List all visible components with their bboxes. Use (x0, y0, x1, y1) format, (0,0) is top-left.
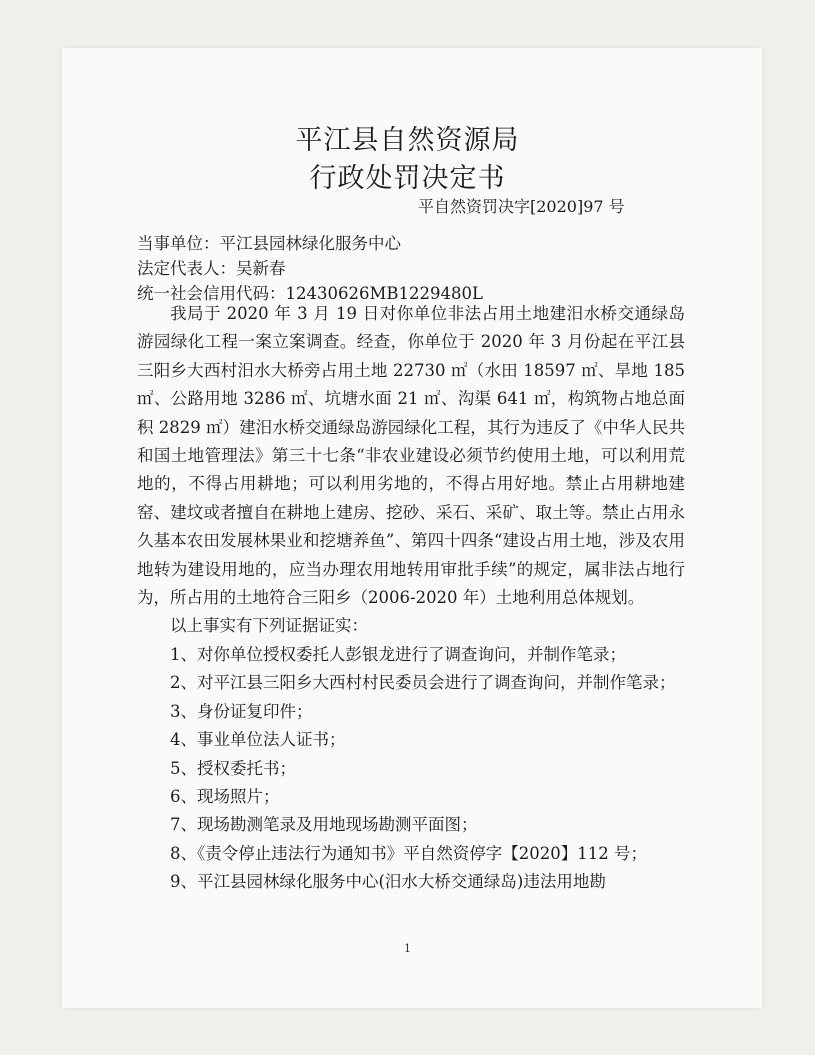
evidence-item: 6、现场照片； (170, 786, 280, 806)
page-number: 1 (404, 942, 411, 955)
document-title: 行政处罚决定书 (309, 163, 506, 194)
party-unit: 当事单位：平江县园林绿化服务中心 (137, 234, 401, 253)
facts-paragraph: 我局于 2020 年 3 月 19 日对你单位非法占用土地建汨水桥交通绿岛游园绿化工程一案立案调查。经查，你单位于 2020 年 3 月份起在平江县三阳乡大西村汨水大桥旁占用土地 22730 ㎡（水田 18597 ㎡、旱地 185 ㎡、公路用地 3286 ㎡、坑塘水面 21 ㎡、沟渠 641 ㎡，构筑物占地总面积 2829 ㎡）建汨水桥交通绿岛游园绿化工程，其行为违反了《中华人民共和国土地管理法》第三十七条“非农业建设必须节约使用土地，可以利用荒地的，不得占用耕地；可以利用劣地的，不得占用好地。禁止占用耕地建窑、建坟或者擅自在耕地上建房、挖砂、采石、采矿、取土等。禁止占用永久基本农田发展林果业和挖塘养鱼”、第四十四条“建设占用土地，涉及农用地转为建设用地的，应当办理农用地转用审批手续”的规定，属非法占地行为，所占用的土地符合三阳乡（2006-2020 年）土地利用总体规划。 (137, 304, 685, 608)
evidence-item: 4、事业单位法人证书； (170, 730, 346, 750)
decision-body (137, 300, 685, 897)
evidence-item: 2、对平江县三阳乡大西村村民委员会进行了调查询问，并制作笔录； (170, 673, 676, 693)
legal-representative: 法定代表人：吴新春 (137, 259, 286, 278)
evidence-item: 5、授权委托书； (170, 758, 296, 778)
evidence-item: 1、对你单位授权委托人彭银龙进行了调查询问，并制作笔录； (170, 644, 626, 664)
document-number: 平自然资罚决字[2020]97 号 (418, 197, 625, 216)
credit-code: 统一社会信用代码：12430626MB1229480L (137, 284, 483, 303)
evidence-item: 3、身份证复印件； (170, 701, 313, 721)
evidence-item: 7、现场勘测笔录及用地现场勘测平面图； (170, 815, 478, 835)
evidence-item: 8、《责令停止违法行为通知书》平自然资停字【2020】112 号； (170, 843, 647, 863)
evidence-item: 9、平江县园林绿化服务中心(汨水大桥交通绿岛)违法用地勘 (170, 872, 606, 892)
issuing-authority: 平江县自然资源局 (295, 125, 520, 156)
evidence-intro: 以上事实有下列证据证实： (170, 616, 368, 636)
